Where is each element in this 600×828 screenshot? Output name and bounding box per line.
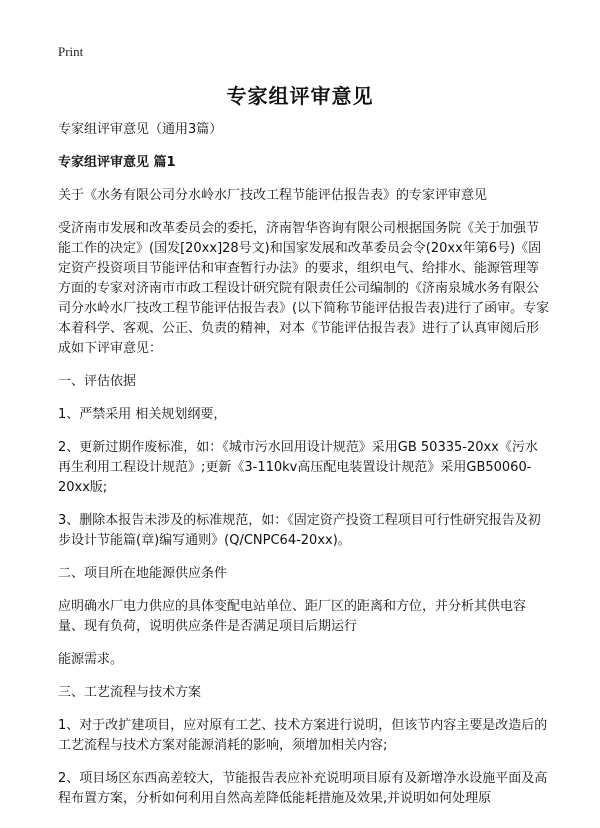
list-item: 1、对于改扩建项目，应对原有工艺、技术方案进行说明，但该节内容主要是改造后的工艺流程与技术方案对能源消耗的影响，须增加相关内容; — [58, 718, 548, 753]
list-item: 2、项目场区东西高差较大，节能报告表应补充说明项目原有及新增净水设施平面及高程布置方案，分析如何利用自然高差降低能耗措施及效果,并说明如何处理原 — [58, 771, 548, 806]
paragraph: 能源需求。 — [58, 652, 124, 667]
section-heading: 二、项目所在地能源供应条件 — [58, 566, 228, 581]
list-item: 3、删除本报告未涉及的标准规范，如：《固定资产投资工程项目可行性研究报告及初步设计节能篇(章)编写通则》(Q/CNPC64-20xx)。 — [58, 513, 541, 548]
list-item: 2、更新过期作废标准，如：《城市污水回用设计规范》采用GB 50335-20xx《污水再生利用工程设计规范》;更新《3-110kv高压配电装置设计规范》采用GB50060-20xx版; — [58, 440, 538, 495]
paragraph: 受济南市发展和改革委员会的委托，济南智华咨询有限公司根据国务院《关于加强节能工作的决定》(国发[20xx]28号文)和国家发展和改革委员会令(20xx年第6号)《固定资产投资项目节能评估和审查暂行办法》的要求，组织电气、给排水、能源管理等方面的专家对济南市市政工程设计研究院有限责任公司编制的《济南泉城水务有限公司分水岭水厂技改工程节能评估报告表》(以下简称节能评估报告表)进行了函审。专家本着科学、客观、公正、负责的精神，对本《节能评估报告表》进行了认真审阅后形成如下评审意见： — [58, 221, 550, 356]
section-heading: 一、评估依据 — [58, 374, 137, 389]
section-heading: 专家组评审意见 篇1 — [58, 155, 176, 170]
print-link[interactable]: Print — [58, 44, 84, 59]
paragraph: 应明确水厂电力供应的具体变配电站单位、距厂区的距离和方位，并分析其供电容量、现有负荷，说明供应条件是否满足项目后期运行 — [58, 599, 527, 634]
document-body — [58, 120, 550, 822]
page-title: 专家组评审意见 — [226, 84, 374, 108]
list-item: 1、严禁采用 相关规划纲要， — [58, 407, 227, 422]
subtitle: 专家组评审意见（通用3篇） — [58, 122, 223, 137]
paragraph: 关于《水务有限公司分水岭水厂技改工程节能评估报告表》的专家评审意见 — [58, 188, 488, 203]
section-heading: 三、工艺流程与技术方案 — [58, 685, 202, 700]
